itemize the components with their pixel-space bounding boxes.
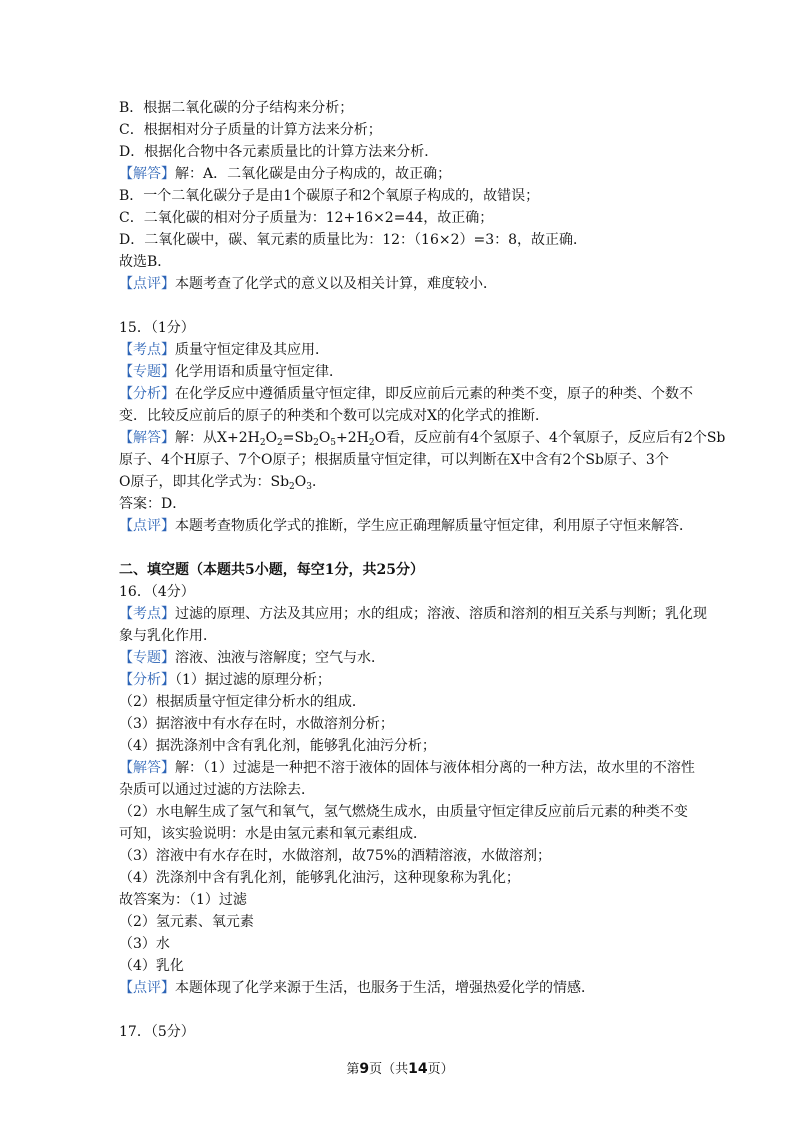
comment-tag: 【点评】 — [119, 980, 175, 996]
q14-solution-c: C．二氧化碳的相对分子质量为：12+16×2=44，故正确； — [119, 210, 494, 226]
q14-comment: 本题考查了化学式的意义以及相关计算，难度较小． — [175, 276, 497, 292]
q16-answer-4: （4）乳化 — [119, 958, 184, 974]
q14-solution-line — [119, 163, 689, 185]
q16-kaodian-line — [119, 603, 707, 625]
q16-number: 16．（4分） — [119, 584, 195, 600]
fenxi-tag: 【分析】 — [119, 386, 175, 402]
q16-jieda-5: （3）溶液中有水存在时，水做溶剂，故75%的酒精溶液，水做溶剂； — [119, 848, 552, 864]
q15-fenxi-1: 在化学反应中遵循质量守恒定律，即反应前后元素的种类不变，原子的种类、个数不 — [175, 386, 693, 402]
q14-analysis-d: D．根据化合物中各元素质量比的计算方法来分析． — [119, 144, 439, 160]
q14-choice: 故选B． — [119, 254, 172, 270]
q15-kaodian: 质量守恒定律及其应用． — [175, 342, 329, 358]
q14-solution-b: B．一个二氧化碳分子是由1个碳原子和2个氧原子构成的，故错误； — [119, 188, 540, 204]
q16-fenxi-3: （3）据溶液中有水存在时，水做溶剂分析； — [119, 716, 394, 732]
q16-comment-line — [119, 977, 689, 999]
page-footer: 第9页（共14页） — [346, 1061, 454, 1077]
q16-zhuanti-line — [119, 647, 689, 669]
q16-answer-1: 故答案为：（1）过滤 — [119, 892, 247, 908]
q16-answer-3: （3）水 — [119, 936, 170, 952]
zhuanti-tag: 【专题】 — [119, 364, 175, 380]
q15-number: 15．（1分） — [119, 320, 195, 336]
q15-zhuanti: 化学用语和质量守恒定律． — [175, 364, 343, 380]
q15-kaodian-line — [119, 339, 689, 361]
q16-kaodian-1: 过滤的原理、方法及其应用；水的组成；溶液、溶质和溶剂的相互关系与判断；乳化现 — [175, 606, 707, 622]
comment-tag: 【点评】 — [119, 518, 175, 534]
fenxi-tag: 【分析】 — [119, 672, 175, 688]
q16-fenxi-4: （4）据洗涤剂中含有乳化剂，能够乳化油污分析； — [119, 738, 436, 754]
q15-zhuanti-line — [119, 361, 689, 383]
kaodian-tag: 【考点】 — [119, 606, 175, 622]
q16-zhuanti: 溶液、浊液与溶解度；空气与水． — [175, 650, 385, 666]
q15-fenxi-2: 变．比较反应前后的原子的种类和个数可以完成对X的化学式的推断． — [119, 408, 549, 424]
solution-tag: 【解答】 — [119, 166, 175, 182]
q16-fenxi-1: （1）据过滤的原理分析； — [175, 672, 331, 688]
solution-tag: 【解答】 — [119, 760, 175, 776]
q14-analysis-b: B．根据二氧化碳的分子结构来分析； — [119, 100, 354, 116]
q14-comment-line — [119, 273, 689, 295]
section-heading: 二、填空题（本题共5小题，每空1分，共25分） — [119, 562, 424, 578]
q15-jieda-3: O原子，即其化学式为：$Sb_2O_3$． — [119, 474, 326, 492]
q15-jieda-2: 原子、4个H原子、7个O原子；根据质量守恒定律，可以判断在X中含有2个Sb原子、3个 — [119, 452, 669, 468]
comment-tag: 【点评】 — [119, 276, 175, 292]
q16-comment: 本题体现了化学来源于生活，也服务于生活，增强热爱化学的情感． — [175, 980, 595, 996]
q16-fenxi-line — [119, 669, 689, 691]
q15-fenxi-line — [119, 383, 693, 405]
q16-jieda-4: 可知，该实验说明：水是由氢元素和氧元素组成． — [119, 826, 427, 842]
page-total: 14 — [408, 1061, 428, 1077]
q15-comment: 本题考查物质化学式的推断，学生应正确理解质量守恒定律，利用原子守恒来解答． — [175, 518, 693, 534]
q16-answer-2: （2）氢元素、氧元素 — [119, 914, 254, 930]
q16-jieda-6: （4）洗涤剂中含有乳化剂，能够乳化油污，这种现象称为乳化； — [119, 870, 520, 886]
q15-comment-line — [119, 515, 693, 537]
zhuanti-tag: 【专题】 — [119, 650, 175, 666]
q15-answer: 答案：D． — [119, 496, 187, 512]
q16-kaodian-2: 象与乳化作用． — [119, 628, 217, 644]
kaodian-tag: 【考点】 — [119, 342, 175, 358]
q17-number: 17．（5分） — [119, 1024, 195, 1040]
page-number: 9 — [359, 1061, 370, 1077]
q16-fenxi-2: （2）根据质量守恒定律分析水的组成． — [119, 694, 366, 710]
q16-jieda-1: 解：（1）过滤是一种把不溶于液体的固体与液体相分离的一种方法，故水里的不溶性 — [175, 760, 695, 776]
q14-solution-a: 解：A．二氧化碳是由分子构成的，故正确； — [175, 166, 452, 182]
q14-solution-d: D．二氧化碳中，碳、氧元素的质量比为：12：（16×2）=3：8，故正确． — [119, 232, 588, 248]
q15-jieda-1: 解：从$X+2H_2O_2=Sb_2O_5+2H_2O$看，反应前有4个氢原子、4个氧原子，反应后有2个Sb — [175, 430, 726, 448]
q16-jieda-line — [119, 757, 695, 779]
solution-tag: 【解答】 — [119, 430, 175, 446]
q14-analysis-c: C．根据相对分子质量的计算方法来分析； — [119, 122, 382, 138]
q16-jieda-3: （2）水电解生成了氢气和氧气，氢气燃烧生成水，由质量守恒定律反应前后元素的种类不变 — [119, 804, 688, 820]
q16-jieda-2: 杂质可以通过过滤的方法除去． — [119, 782, 315, 798]
